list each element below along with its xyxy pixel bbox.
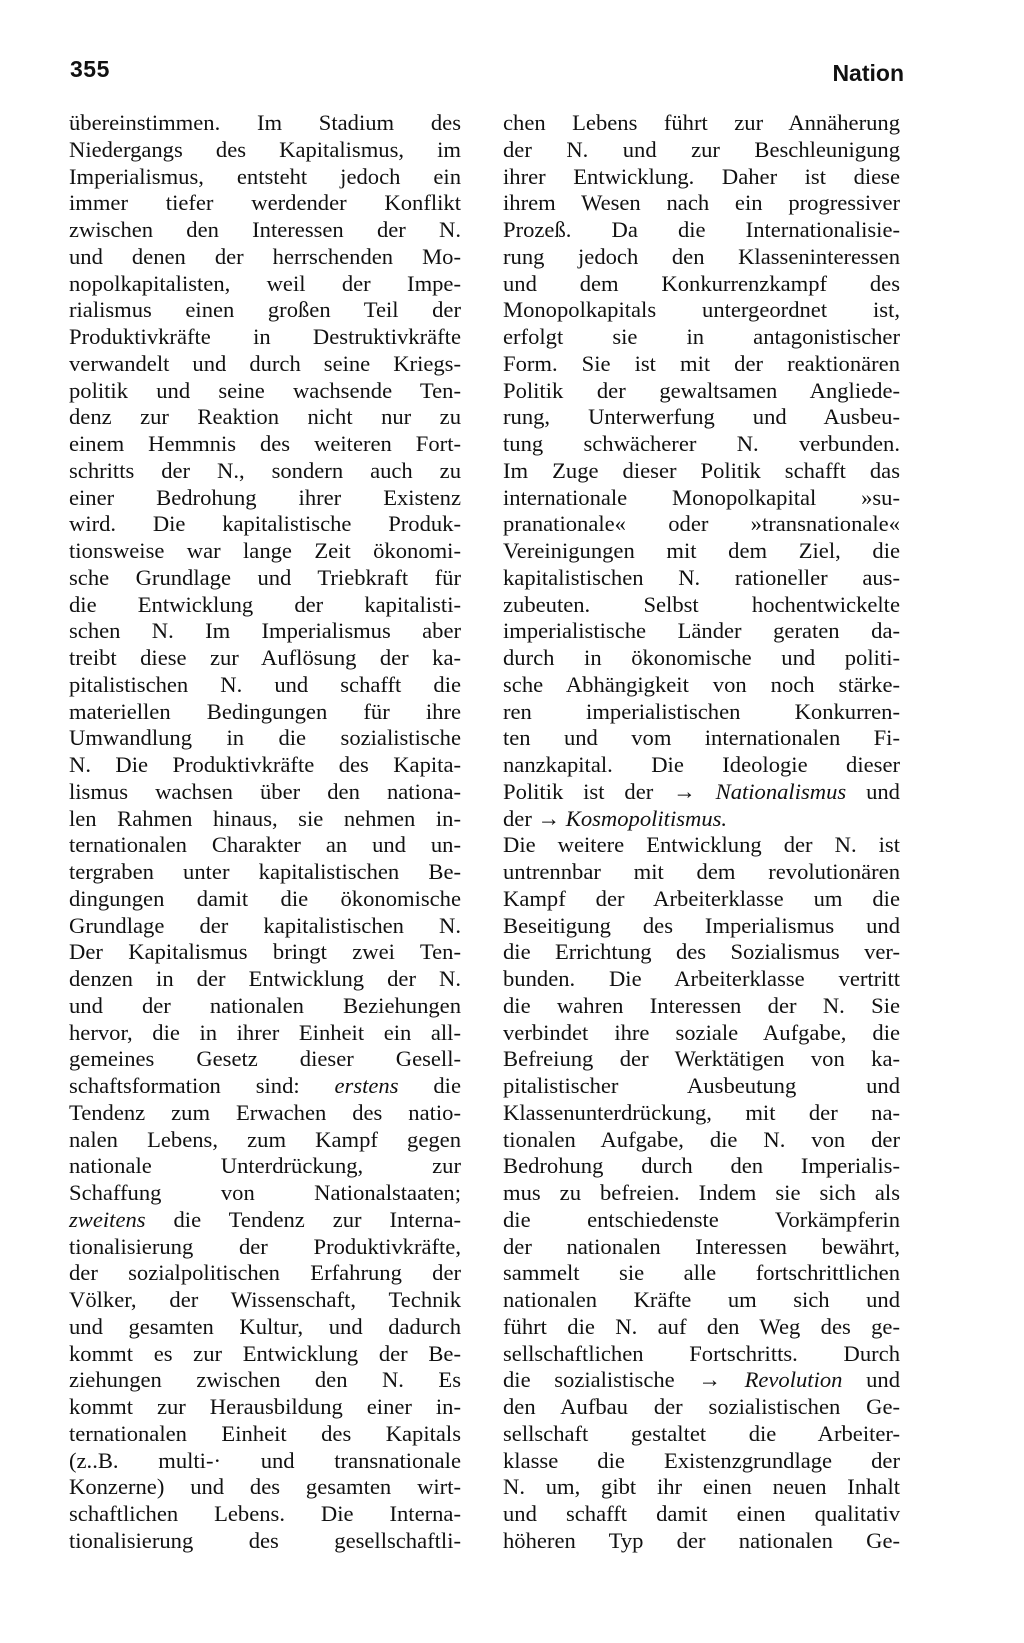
text-line: Form. Sie ist mit der reaktionären — [503, 350, 900, 376]
text-line: und gesamten Kultur, und dadurch — [69, 1313, 461, 1339]
text-line: tung schwächerer N. verbunden. — [503, 431, 900, 456]
text-line: schaftlichen Lebens. Die Interna- — [69, 1501, 461, 1526]
text-line: internationale Monopolkapital »su- — [503, 484, 900, 510]
text-line: tionalen Aufgabe, die N. von der — [503, 1126, 900, 1152]
text-line: Niedergangs des Kapitalismus, im — [69, 136, 461, 162]
cross-reference-arrow-icon: → — [698, 1367, 721, 1393]
text-line: einer Bedrohung ihrer Existenz — [69, 484, 461, 510]
text-line: Konzerne) und des gesamten wirt- — [69, 1474, 461, 1500]
text-line: nalen Lebens, zum Kampf gegen — [69, 1126, 461, 1152]
text-line: immer tiefer werdender Konflikt — [69, 190, 461, 216]
text-line: tionalisierung des gesellschaftli- — [69, 1527, 461, 1553]
text-line: schen N. Im Imperialismus aber — [69, 618, 461, 644]
text-line: nationalen Kräfte um sich und — [503, 1287, 900, 1312]
text-line: N. Die Produktivkräfte des Kapita- — [69, 752, 461, 777]
text-line: imperialistische Länder geraten da- — [503, 618, 900, 644]
text-line: die wahren Interessen der N. Sie — [503, 992, 900, 1018]
text-line: rung jedoch den Klasseninteressen — [503, 243, 900, 269]
text-line: tergraben unter kapitalistischen Be- — [69, 859, 461, 884]
text-line — [503, 1367, 900, 1394]
text-segment: die — [398, 1073, 461, 1098]
text-line: len Rahmen hinaus, sie nehmen in- — [69, 805, 461, 831]
text-line — [503, 806, 900, 833]
text-line: mus zu befreien. Indem sie sich als — [503, 1180, 900, 1205]
cross-reference-kosmopolitismus[interactable]: Kosmopolitismus. — [565, 805, 728, 831]
text-line: Imperialismus, entsteht jedoch ein — [69, 163, 461, 189]
text-line: N. um, gibt ihr einen neuen Inhalt — [503, 1474, 900, 1500]
text-line: Völker, der Wissenschaft, Technik — [69, 1287, 461, 1312]
text-line: der nationalen Interessen bewährt, — [503, 1233, 900, 1259]
text-line: Tendenz zum Erwachen des natio- — [69, 1099, 461, 1125]
text-line: Beseitigung des Imperialismus und — [503, 912, 900, 938]
text-segment: die sozialistische — [503, 1367, 699, 1393]
text-line — [69, 1207, 461, 1234]
text-line: sellschaft gestaltet die Arbeiter- — [503, 1420, 900, 1446]
text-line: Politik der gewaltsamen Angliede- — [503, 377, 900, 403]
text-line: und der nationalen Beziehungen — [69, 992, 461, 1018]
text-line: ihrem Wesen nach ein progressiver — [503, 190, 900, 216]
text-line: sammelt sie alle fortschrittlichen — [503, 1260, 900, 1286]
text-line: rung, Unterwerfung und Ausbeu- — [503, 404, 900, 430]
text-line: Der Kapitalismus bringt zwei Ten- — [69, 939, 461, 965]
text-line: ren imperialistischen Konkurren- — [503, 698, 900, 724]
text-line: ternationalen Charakter an und un- — [69, 832, 461, 858]
left-column — [69, 110, 461, 1555]
text-line: Umwandlung in die sozialistische — [69, 725, 461, 751]
text-segment: und — [846, 778, 900, 804]
text-line: und dem Konkurrenzkampf des — [503, 270, 900, 296]
text-line: Vereinigungen mit dem Ziel, die — [503, 538, 900, 563]
text-line: rialismus einen großen Teil der — [69, 297, 461, 323]
text-line: die Errichtung des Sozialismus ver- — [503, 939, 900, 965]
text-segment: die Tendenz zur Interna- — [145, 1206, 461, 1232]
text-line: hervor, die in ihrer Einheit ein all- — [69, 1019, 461, 1045]
running-head: Nation — [832, 60, 904, 86]
text-line: kommt es zur Entwicklung der Be- — [69, 1340, 461, 1366]
text-line: chen Lebens führt zur Annäherung — [503, 110, 900, 135]
right-column — [503, 110, 900, 1555]
text-line: übereinstimmen. Im Stadium des — [69, 110, 461, 135]
text-line: Monopolkapitals untergeordnet ist, — [503, 297, 900, 323]
text-line — [69, 1073, 461, 1100]
text-line: treibt diese zur Auflösung der ka- — [69, 645, 461, 670]
text-line: pranationale« oder »transnationale« — [503, 511, 900, 537]
cross-reference-arrow-icon: → — [673, 778, 696, 804]
cross-reference-revolution[interactable]: Revolution — [744, 1367, 843, 1393]
text-line: denz zur Reaktion nicht nur zu — [69, 404, 461, 430]
text-line: tionalisierung der Produktivkräfte, — [69, 1233, 461, 1259]
text-line: materiellen Bedingungen für ihre — [69, 698, 461, 724]
text-line: Produktivkräfte in Destruktivkräfte — [69, 324, 461, 349]
text-line: die Entwicklung der kapitalisti- — [69, 591, 461, 617]
text-line: politik und seine wachsende Ten- — [69, 377, 461, 403]
text-line: pitalistischer Ausbeutung und — [503, 1073, 900, 1098]
text-line: nanzkapital. Die Ideologie dieser — [503, 752, 900, 777]
text-line: tionsweise war lange Zeit ökonomi- — [69, 538, 461, 563]
text-line: lismus wachsen über den nationa- — [69, 778, 461, 804]
text-line: und denen der herrschenden Mo- — [69, 243, 461, 269]
text-line: sche Grundlage und Triebkraft für — [69, 564, 461, 590]
text-line: klasse die Existenzgrundlage der — [503, 1447, 900, 1473]
text-line: sche Abhängigkeit von noch stärke- — [503, 671, 900, 697]
cross-reference-nationalismus[interactable]: Nationalismus — [715, 778, 847, 804]
text-line: untrennbar mit dem revolutionären — [503, 859, 900, 884]
text-line: verwandelt und durch seine Kriegs- — [69, 350, 461, 376]
text-line: höheren Typ der nationalen Ge- — [503, 1527, 900, 1553]
text-line: Die weitere Entwicklung der N. ist — [503, 832, 900, 858]
text-line: ternationalen Einheit des Kapitals — [69, 1420, 461, 1446]
text-line: zwischen den Interessen der N. — [69, 217, 461, 242]
text-line: wird. Die kapitalistische Produk- — [69, 511, 461, 537]
text-line: einem Hemmnis des weiteren Fort- — [69, 431, 461, 456]
text-line: führt die N. auf den Weg des ge- — [503, 1313, 900, 1339]
text-segment: der — [503, 805, 538, 831]
text-line: ziehungen zwischen den N. Es — [69, 1367, 461, 1393]
text-line: die entschiedenste Vorkämpferin — [503, 1206, 900, 1232]
text-line: schritts der N., sondern auch zu — [69, 457, 461, 483]
text-line: Bedrohung durch den Imperialis- — [503, 1153, 900, 1179]
text-line: Grundlage der kapitalistischen N. — [69, 912, 461, 938]
emphasis-zweitens: zweitens — [69, 1206, 146, 1232]
text-line: bunden. Die Arbeiterklasse vertritt — [503, 966, 900, 991]
text-line: dingungen damit die ökonomische — [69, 885, 461, 911]
text-line: durch in ökonomische und politi- — [503, 645, 900, 670]
text-line: sellschaftlichen Fortschritts. Durch — [503, 1340, 900, 1366]
text-line: zubeuten. Selbst hochentwickelte — [503, 591, 900, 617]
text-line: Kampf der Arbeiterklasse um die — [503, 885, 900, 911]
page-number: 355 — [70, 56, 110, 82]
text-line: verbindet ihre soziale Aufgabe, die — [503, 1019, 900, 1045]
text-line: gemeines Gesetz dieser Gesell- — [69, 1046, 461, 1072]
text-line — [503, 779, 900, 806]
text-line: ten und vom internationalen Fi- — [503, 725, 900, 751]
text-line: den Aufbau der sozialistischen Ge- — [503, 1394, 900, 1419]
text-line: Befreiung der Werktätigen von ka- — [503, 1046, 900, 1072]
text-line: (z..B. multi-· und transnationale — [69, 1447, 461, 1473]
emphasis-erstens: erstens — [334, 1073, 399, 1098]
text-line: pitalistischen N. und schafft die — [69, 671, 461, 697]
text-line: der sozialpolitischen Erfahrung der — [69, 1260, 461, 1286]
text-line: erfolgt sie in antagonistischer — [503, 324, 900, 349]
text-line: kapitalistischen N. rationeller aus- — [503, 564, 900, 590]
text-line: Schaffung von Nationalstaaten; — [69, 1180, 461, 1205]
text-line: kommt zur Herausbildung einer in- — [69, 1394, 461, 1419]
text-line: und schafft damit einen qualitativ — [503, 1501, 900, 1526]
text-segment: schaftsformation sind: — [69, 1073, 335, 1098]
text-line: ihrer Entwicklung. Daher ist diese — [503, 163, 900, 189]
page-header — [70, 56, 904, 96]
text-line: nopolkapitalisten, weil der Impe- — [69, 270, 461, 296]
text-line: Prozeß. Da die Internationalisie- — [503, 217, 900, 242]
text-line: der N. und zur Beschleunigung — [503, 136, 900, 162]
text-line: nationale Unterdrückung, zur — [69, 1153, 461, 1179]
text-segment: Politik ist der — [503, 778, 674, 804]
text-line: denzen in der Entwicklung der N. — [69, 966, 461, 991]
text-line: Klassenunterdrückung, mit der na- — [503, 1099, 900, 1125]
cross-reference-arrow-icon: → — [537, 805, 561, 831]
text-segment: und — [842, 1367, 900, 1393]
text-line: Im Zuge dieser Politik schafft das — [503, 457, 900, 483]
